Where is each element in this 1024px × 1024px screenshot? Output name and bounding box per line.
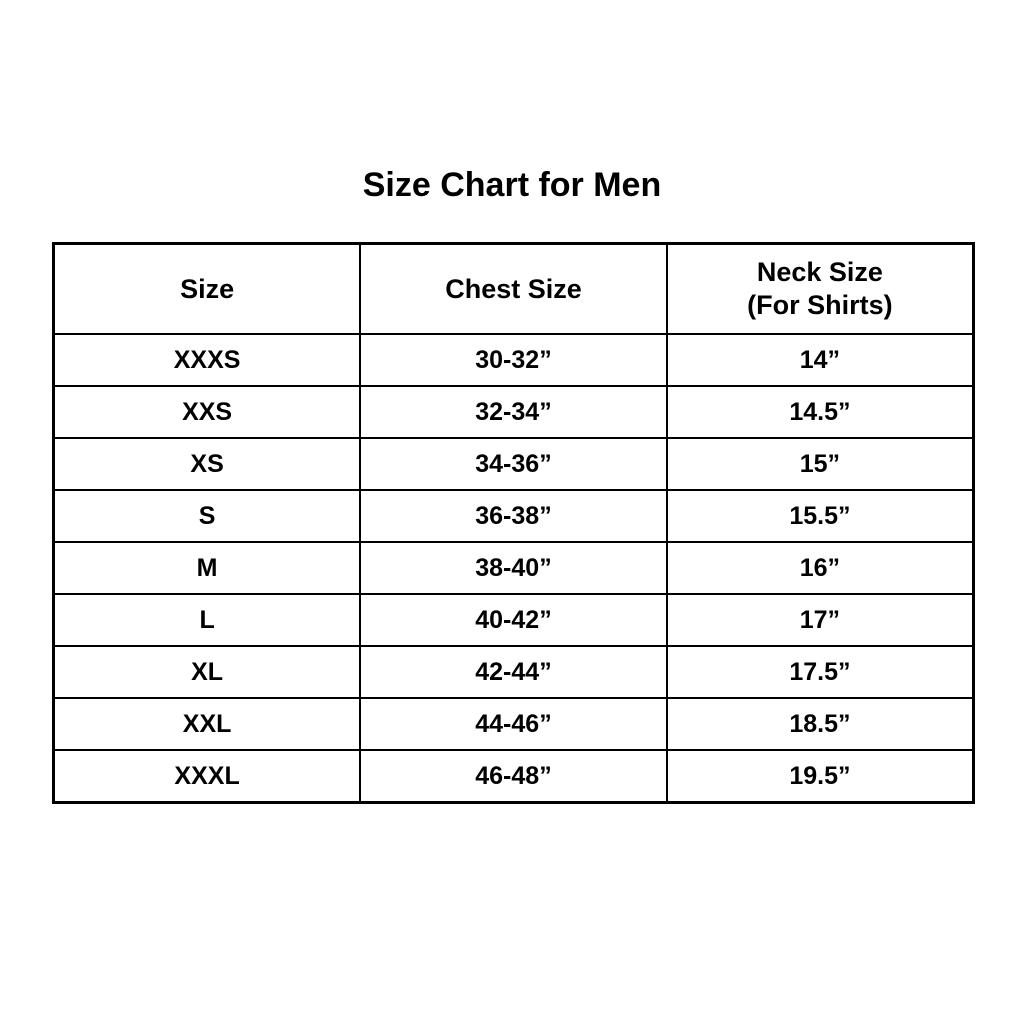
cell-chest-size: 40-42” (360, 594, 667, 646)
cell-chest-size: 32-34” (360, 386, 667, 438)
cell-size: XXS (54, 386, 361, 438)
table-row (54, 438, 974, 490)
cell-neck-size: 15” (667, 438, 974, 490)
header-chest-size-label: Chest Size (445, 273, 582, 304)
cell-neck-size: 18.5” (667, 698, 974, 750)
table-row (54, 646, 974, 698)
cell-chest-size: 34-36” (360, 438, 667, 490)
table-row (54, 386, 974, 438)
cell-chest-size: 36-38” (360, 490, 667, 542)
header-size-label: Size (180, 273, 235, 304)
cell-chest-size: 30-32” (360, 334, 667, 386)
cell-neck-size: 17” (667, 594, 974, 646)
cell-neck-size: 17.5” (667, 646, 974, 698)
cell-size: XL (54, 646, 361, 698)
table-row (54, 490, 974, 542)
header-chest-size (360, 244, 667, 335)
header-neck-size-label: Neck Size (756, 257, 883, 288)
cell-chest-size: 38-40” (360, 542, 667, 594)
cell-neck-size: 14.5” (667, 386, 974, 438)
table-row (54, 594, 974, 646)
table-row (54, 334, 974, 386)
cell-size: XXL (54, 698, 361, 750)
table-row (54, 542, 974, 594)
cell-size: XXXL (54, 750, 361, 803)
cell-size: L (54, 594, 361, 646)
cell-neck-size: 15.5” (667, 490, 974, 542)
table-row (54, 750, 974, 803)
cell-neck-size: 16” (667, 542, 974, 594)
cell-chest-size: 46-48” (360, 750, 667, 803)
page-title: Size Chart for Men (362, 166, 662, 204)
cell-chest-size: 44-46” (360, 698, 667, 750)
cell-chest-size: 42-44” (360, 646, 667, 698)
table-header-row (54, 244, 974, 335)
cell-neck-size: 14” (667, 334, 974, 386)
cell-size: S (54, 490, 361, 542)
cell-neck-size: 19.5” (667, 750, 974, 803)
size-chart-table (52, 242, 975, 804)
header-size (54, 244, 361, 335)
table-row (54, 698, 974, 750)
cell-size: XS (54, 438, 361, 490)
cell-size: M (54, 542, 361, 594)
cell-size: XXXS (54, 334, 361, 386)
header-neck-size (667, 244, 974, 335)
header-neck-size-sublabel: (For Shirts) (747, 290, 893, 320)
